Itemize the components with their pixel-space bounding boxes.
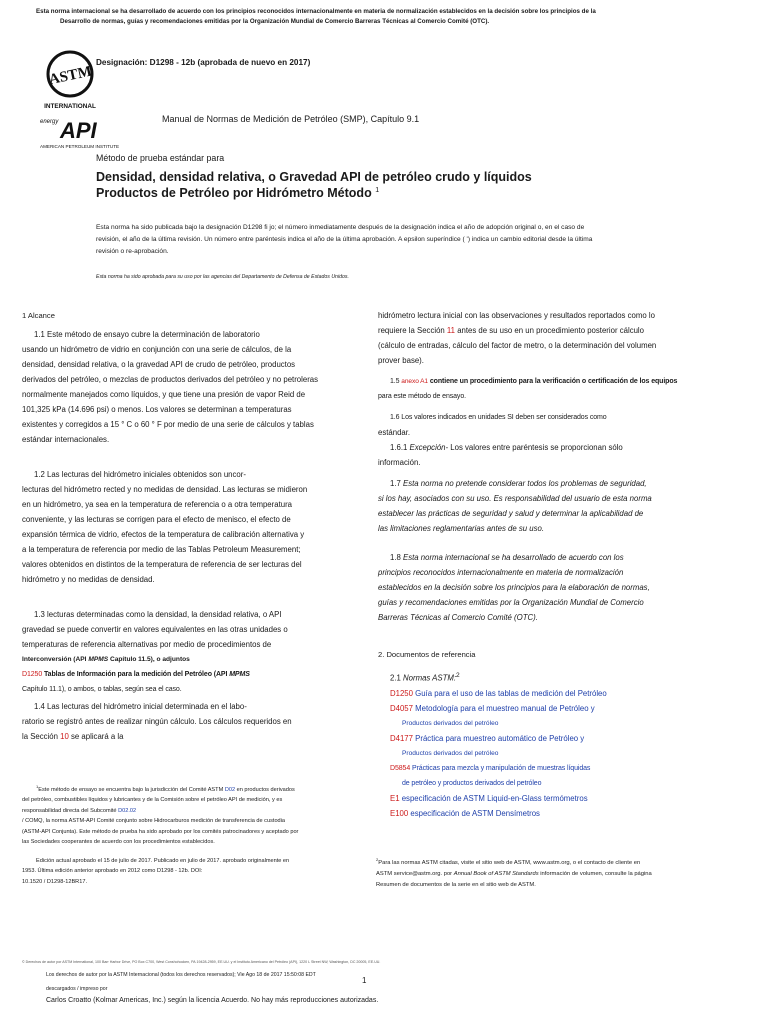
p15-text: contiene un procedimiento para la verificación o certificación de los equipos xyxy=(429,378,678,385)
footnote-2-line-2-tail: información de volumen, consulte la página xyxy=(540,870,652,877)
p13-chapter: Capítulo 11.5), o adjuntos xyxy=(109,656,190,663)
ref-link-d4177[interactable]: D4177 xyxy=(390,733,413,743)
p17-number: 1.7 xyxy=(390,479,401,488)
method-label: Método de prueba estándar para xyxy=(96,153,225,163)
p17-line: establecer las prácticas de seguridad y salud y determinar la aplicabilidad de xyxy=(378,509,644,518)
title-footnote-mark: 1 xyxy=(375,187,380,194)
footnote-1 xyxy=(22,782,362,887)
p11-line: estándar internacionales. xyxy=(22,435,110,444)
p12-line: conveniente, y las lecturas se corrigen para el efecto de menisco, el efecto de xyxy=(22,515,291,524)
ref-link-d1250[interactable]: D1250 xyxy=(390,688,413,698)
p11-line: densidad, densidad relativa, o la gravedad API de crudo de petróleo, productos xyxy=(22,360,296,369)
ref-title: Práctica para muestreo automático de Petróleo y xyxy=(415,733,585,743)
section-2-heading: 2. Documentos de referencia xyxy=(378,650,476,659)
p14-line: ratorio se registró antes de realizar ningún cálculo. Los cálculos requeridos en xyxy=(22,717,292,726)
p15-tail: para este método de ensayo. xyxy=(378,393,466,400)
p13-interconversion: Interconversión (API xyxy=(22,656,87,663)
standard-notice xyxy=(36,7,596,27)
p18-line: Esta norma internacional se ha desarrollado de acuerdo con los xyxy=(403,553,624,562)
license-notice: Carlos Croatto (Kolmar Americas, Inc.) según la licencia Acuerdo. No hay más reproducciones autorizadas. xyxy=(46,997,379,1004)
p13-line: 1.3 lecturas determinadas como la densidad, la densidad relativa, o API xyxy=(34,610,282,619)
footnote-1-line-4: / COMQ, la norma ASTM-API Comité conjunto sobre Hidrocarburos medición de transferencia de custodia xyxy=(22,818,286,825)
footnote-1-mark: 1 xyxy=(36,784,39,789)
p11-line: 101,325 kPa (14.696 psi) o menos. Los valores se determinan a temperaturas xyxy=(22,405,292,414)
p11-line: derivados del petróleo, o mezclas de productos derivados del petróleo y no petroleras xyxy=(22,375,319,384)
p16-tail: estándar. xyxy=(378,428,411,437)
footnote-1-line-1: Este método de ensayo se encuentra bajo la jurisdicción del Comité ASTM xyxy=(38,786,224,793)
p18-line: guías y recomendaciones emitidas por la Organización Mundial de Comercio xyxy=(378,598,644,607)
footnote-1-line-3: responsabilidad directa del Subcomité xyxy=(22,807,117,814)
p15-number: 1.5 xyxy=(390,378,400,385)
ref-title: Metodología para el muestreo manual de Petróleo y xyxy=(415,703,595,713)
p11-line: 1.1 Este método de ensayo cubre la determinación de laboratorio xyxy=(34,330,260,339)
ref-title: especificación de ASTM Liquid-en-Glass termómetros xyxy=(401,793,588,803)
p12-line: a la temperatura de referencia por medio de las Tablas Petroleum Measurement; xyxy=(22,545,301,554)
astm-international-logo xyxy=(42,48,104,114)
section-1-heading: 1 Alcance xyxy=(22,311,55,320)
p12-line: expansión térmica de vidrio, efectos de la temperatura de calibración alternativa y xyxy=(22,530,305,539)
p13-line: temperaturas de referencia alternativas por medio de procedimientos de xyxy=(22,640,272,649)
paragraph-1-4 xyxy=(22,699,352,744)
p12-line: hidrómetro y no medidas de densidad. xyxy=(22,575,155,584)
reference-item xyxy=(390,701,728,716)
intro-paragraph xyxy=(96,222,656,258)
footnote-2-line-3: Resumen de documentos de la serie en el sitio web de ASTM. xyxy=(376,881,536,888)
ref-subtitle: Productos derivados del petróleo xyxy=(402,719,499,727)
dod-approval-note: Esta norma ha sido aprobada para su uso por las agencias del Departamento de Defensa de Estados Unidos. xyxy=(96,274,349,280)
p14-line: 1.4 Las lecturas del hidrómetro inicial determinada en el labo- xyxy=(34,702,247,711)
p161-text: Los valores entre paréntesis se proporcionan sólo xyxy=(450,443,623,452)
reference-item xyxy=(390,686,728,701)
s21-footnote-mark: 2 xyxy=(456,672,460,679)
p161-number: 1.6.1 xyxy=(390,443,408,452)
continued-line-4: prover base). xyxy=(378,356,424,365)
notice-line-2: Desarrollo de normas, guías y recomendaciones emitidas por la Organización Mundial de Comercio Barreras Técnicas al Comercio Comité (OTC). xyxy=(60,18,490,25)
footnote-2-line-2: ASTM service@astm.org. por xyxy=(376,870,453,877)
p18-line: Barreras Técnicas al Comercio Comité (OTC). xyxy=(378,613,538,622)
footnote-2-mark: 2 xyxy=(376,857,379,862)
p12-line: valores obtenidos en distintos de la temperatura de referencia de ser lecturas del xyxy=(22,560,302,569)
ref-title: Prácticas para mezcla y manipulación de muestras líquidas xyxy=(412,764,591,772)
subcommittee-d0202-link[interactable]: D02.02 xyxy=(118,807,137,814)
annex-a1-link[interactable]: anexo A1 xyxy=(401,378,428,385)
footnote-2 xyxy=(376,854,726,891)
manual-chapter: Manual de Normas de Medición de Petróleo (SMP), Capítulo 9.1 xyxy=(162,114,420,124)
p13-mpms-2: MPMS xyxy=(229,671,250,678)
api-logo xyxy=(40,114,152,152)
p18-line: establecidos en la decisión sobre los principios para la elaboración de normas, xyxy=(378,583,650,592)
committee-d02-link[interactable]: D02 xyxy=(224,786,236,793)
title-line-2: Productos de Petróleo por Hidrómetro Método xyxy=(96,186,372,201)
p12-line: lecturas del hidrómetro rected y no medidas de densidad. Las lecturas se midieron xyxy=(22,485,308,494)
footnote-1-line-1-tail: en productos derivados xyxy=(236,786,295,793)
p16-line: 1.6 Los valores indicados en unidades SI deben ser considerados como xyxy=(390,414,607,421)
printed-by-label: descargados / impreso por xyxy=(46,986,108,992)
p11-line: normalmente manejados como líquidos, y que tiene una presión de vapor Reid de xyxy=(22,390,306,399)
document-title xyxy=(96,170,636,200)
paragraph-1-7 xyxy=(378,476,728,536)
p18-number: 1.8 xyxy=(390,553,401,562)
title-line-1: Densidad, densidad relativa, o Gravedad API de petróleo crudo y líquidos xyxy=(96,170,532,184)
intro-line-1: Esta norma ha sido publicada bajo la designación D1298 fi jo; el número inmediatamente después de la designación indica el año de adopción original o, en el caso de xyxy=(96,224,585,231)
reference-item xyxy=(390,791,728,806)
p161-tail: información. xyxy=(378,458,421,467)
p11-line: existentes y corregidos a 15 ° C o 60 ° F por medio de una serie de cálculos y tablas xyxy=(22,420,314,429)
reference-item xyxy=(390,806,728,821)
p14-section-label: la Sección xyxy=(22,732,58,741)
p14-tail: se aplicará a la xyxy=(71,732,124,741)
copyright-line: © Derechos de autor por ASTM International, 100 Barr Harbor Drive, PO Box C700, West Conshohocken, PA 19428-2959, EE.UU. y el Instituto Americano del Petróleo (API), 1220 L Street NW, Washington, DC 20005, EE.UU. xyxy=(22,960,381,964)
ref-subtitle: Productos derivados del petróleo xyxy=(402,749,499,757)
api-logo-text: API xyxy=(60,118,97,143)
p13-mpms: MPMS xyxy=(88,656,109,663)
intro-line-2: revisión, el año de la última revisión. Un número entre paréntesis indica el año de la última aprobación. A epsilon superíndice ( ') indica un cambio editorial desde la última xyxy=(96,236,593,243)
p18-line: principios reconocidos internacionalmente en materia de normalización xyxy=(378,568,624,577)
p17-line: Esta norma no pretende considerar todos los problemas de seguridad, xyxy=(403,479,647,488)
footnote-1-line-6: las Sociedades cooperantes de acuerdo con los procedimientos establecidos. xyxy=(22,839,215,846)
paragraph-1-1 xyxy=(22,327,352,447)
footnote-1-line-7: Edición actual aprobado el 15 de julio de 2017. Publicado en julio de 2017. aprobado originalmente en xyxy=(36,857,290,864)
s21-number: 2.1 xyxy=(390,673,401,683)
s21-label: Normas ASTM: xyxy=(403,673,457,683)
p12-line: 1.2 Las lecturas del hidrómetro iniciales obtenidos son uncor- xyxy=(34,470,246,479)
p12-line: en un hidrómetro, ya sea en la temperatura de referencia o a otra temperatura xyxy=(22,500,293,509)
p13-tables: Tablas de Información para la medición del Petróleo (API xyxy=(44,671,228,678)
paragraph-1-3 xyxy=(22,607,352,697)
continued-section-label: requiere la Sección xyxy=(378,326,445,335)
p11-line: usando un hidrómetro de vidrio en conjunción con una serie de cálculos, de la xyxy=(22,345,292,354)
footnote-1-line-5: (ASTM-API Conjunta). Este método de prueba ha sido aprobado por los comités patrocinadores y aceptado por xyxy=(22,828,299,835)
continued-line-2-tail: antes de su uso en un procedimiento posterior cálculo xyxy=(457,326,644,335)
footnote-1-line-9: 10.1520 / D1298-12BR17. xyxy=(22,878,87,885)
page-number: 1 xyxy=(362,976,367,985)
section-10-link[interactable]: 10 xyxy=(60,732,69,741)
ref-link-d5854[interactable]: D5854 xyxy=(390,764,411,772)
reference-item xyxy=(390,761,728,776)
ref-link-e100[interactable]: E100 xyxy=(390,808,409,818)
p17-line: si los hay, asociados con su uso. Es responsabilidad del usuario de esta norma xyxy=(378,494,652,503)
p17-line: las limitaciones reglamentarias antes de su uso. xyxy=(378,524,544,533)
download-notice: Los derechos de autor por la ASTM Internacional (todos los derechos reservados); Vie Ago 18 de 2017 15:50:08 EDT xyxy=(46,972,316,978)
ref-link-e1[interactable]: E1 xyxy=(390,793,400,803)
reference-item xyxy=(390,731,728,746)
p161-exception: Excepción- xyxy=(409,443,449,452)
astm-logo-text: ASTM xyxy=(47,63,94,89)
designation: Designación: D1298 - 12b (aprobada de nuevo en 2017) xyxy=(96,58,311,67)
astm-international-text: INTERNATIONAL xyxy=(44,103,96,110)
footnote-1-line-2: del petróleo, combustibles líquidos y lubricantes y de la Comisión sobre el petróleo API de medición, y es xyxy=(22,797,283,804)
footnote-1-line-8: 1953. Última edición anterior aprobado en 2012 como D1298 - 12b. DOI: xyxy=(22,868,203,875)
ref-title: Guía para el uso de las tablas de medición del Petróleo xyxy=(415,688,607,698)
section-11-link[interactable]: 11 xyxy=(446,326,456,335)
left-column xyxy=(22,308,352,744)
right-column xyxy=(378,308,728,821)
ref-title: especificación de ASTM Densímetros xyxy=(410,808,540,818)
paragraph-1-2 xyxy=(22,467,352,587)
ref-subtitle: de petróleo y productos derivados del petróleo xyxy=(402,779,542,787)
continued-line-1: hidrómetro lectura inicial con las observaciones y resultados reportados como lo xyxy=(378,311,655,320)
reference-list xyxy=(378,686,728,821)
annual-book-title: Annual Book of ASTM Standards xyxy=(453,870,539,877)
ref-link-d1250[interactable]: D1250 xyxy=(22,671,43,678)
paragraph-1-8 xyxy=(378,550,728,625)
ref-link-d4057[interactable]: D4057 xyxy=(390,703,413,713)
footnote-2-line-1: Para las normas ASTM citadas, visite el sitio web de ASTM, www.astm.org, o el contacto de cliente en xyxy=(378,859,641,866)
p13-chapter-2: Capítulo 11.1), o ambos, o tablas, según sea el caso. xyxy=(22,686,182,693)
notice-line-1: Esta norma internacional se ha desarrollado de acuerdo con los principios reconocidos internacionalmente en materia de normalización establecidos en la decisión sobre los principios de la xyxy=(36,8,596,15)
api-energy-text: energy xyxy=(40,119,59,125)
continued-line-3: (cálculo de entradas, cálculo del factor de metro, o la determinación del volumen xyxy=(378,341,657,350)
p13-line: gravedad se puede convertir en valores equivalentes en las otras unidades o xyxy=(22,625,288,634)
api-institute-text: AMERICAN PETROLEUM INSTITUTE xyxy=(40,144,120,149)
intro-line-3: revisión o re-aprobación. xyxy=(96,248,169,255)
